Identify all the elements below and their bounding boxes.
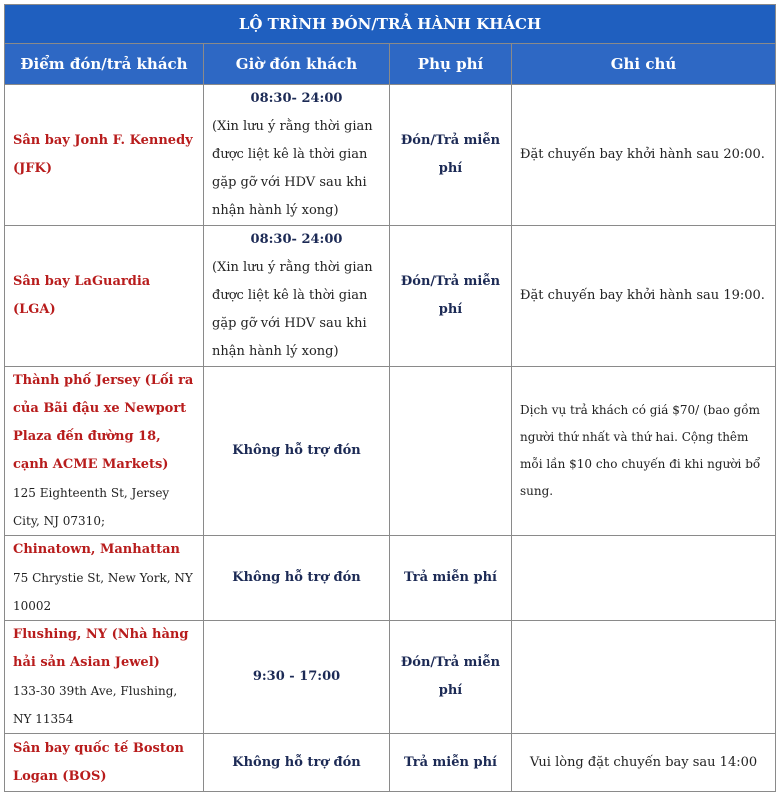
- fee-cell: Trả miễn phí: [390, 536, 512, 621]
- header-time: Giờ đón khách: [204, 44, 390, 85]
- table-row: [5, 85, 776, 226]
- note-cell: Đặt chuyến bay khởi hành sau 19:00.: [512, 226, 776, 367]
- location-cell: [5, 85, 204, 226]
- header-note: Ghi chú: [512, 44, 776, 85]
- note-cell: Đặt chuyến bay khởi hành sau 20:00.: [512, 85, 776, 226]
- note-cell: Vui lòng đặt chuyến bay sau 14:00: [512, 734, 776, 792]
- location-address: 133-30 39th Ave, Flushing, NY 11354: [13, 684, 178, 726]
- time-cell: Không hỗ trợ đón: [204, 536, 390, 621]
- table-title: LỘ TRÌNH ĐÓN/TRẢ HÀNH KHÁCH: [5, 5, 776, 44]
- schedule-table-wrapper: [4, 4, 775, 792]
- table-row: [5, 621, 776, 734]
- pickup-time: 08:30- 24:00: [250, 232, 343, 247]
- time-cell: [204, 226, 390, 367]
- fee-cell: Đón/Trả miễn phí: [390, 226, 512, 367]
- location-cell: [5, 536, 204, 621]
- location-name: Chinatown, Manhattan: [13, 542, 181, 557]
- pickup-schedule-table: [4, 4, 776, 792]
- fee-cell: Đón/Trả miễn phí: [390, 85, 512, 226]
- time-note: (Xin lưu ý rằng thời gian được liệt kê là thời gian gặp gỡ với HDV sau khi nhận hành lý xong): [212, 260, 373, 359]
- table-row: [5, 734, 776, 792]
- location-address: 125 Eighteenth St, Jersey City, NJ 07310;: [13, 486, 170, 528]
- time-cell: 9:30 - 17:00: [204, 621, 390, 734]
- header-row: [5, 44, 776, 85]
- location-name: Sân bay quốc tế Boston Logan (BOS): [13, 740, 184, 784]
- location-address: 75 Chrystie St, New York, NY 10002: [13, 571, 193, 613]
- location-name: Flushing, NY (Nhà hàng hải sản Asian Jewel): [13, 627, 189, 670]
- location-name: Sân bay LaGuardia (LGA): [13, 274, 151, 317]
- table-row: [5, 226, 776, 367]
- location-name: Sân bay Jonh F. Kennedy (JFK): [13, 133, 193, 176]
- table-row: [5, 367, 776, 536]
- fee-cell: Trả miễn phí: [390, 734, 512, 792]
- time-note: (Xin lưu ý rằng thời gian được liệt kê là thời gian gặp gỡ với HDV sau khi nhận hành lý xong): [212, 119, 373, 218]
- header-fee: Phụ phí: [390, 44, 512, 85]
- note-cell: [512, 621, 776, 734]
- location-cell: [5, 621, 204, 734]
- location-cell: [5, 734, 204, 792]
- note-cell: Dịch vụ trả khách có giá $70/ (bao gồm người thứ nhất và thứ hai. Cộng thêm mỗi lần $10 cho chuyến đi khi người bổ sung.: [512, 367, 776, 536]
- location-cell: [5, 226, 204, 367]
- fee-cell: [390, 367, 512, 536]
- location-name: Thành phố Jersey (Lối ra của Bãi đậu xe Newport Plaza đến đường 18, cạnh ACME Markets): [13, 373, 194, 472]
- note-cell: [512, 536, 776, 621]
- time-cell: Không hỗ trợ đón: [204, 734, 390, 792]
- location-cell: [5, 367, 204, 536]
- time-cell: Không hỗ trợ đón: [204, 367, 390, 536]
- time-cell: [204, 85, 390, 226]
- fee-cell: Đón/Trả miễn phí: [390, 621, 512, 734]
- pickup-time: 08:30- 24:00: [250, 91, 343, 106]
- header-location: Điểm đón/trả khách: [5, 44, 204, 85]
- table-row: [5, 536, 776, 621]
